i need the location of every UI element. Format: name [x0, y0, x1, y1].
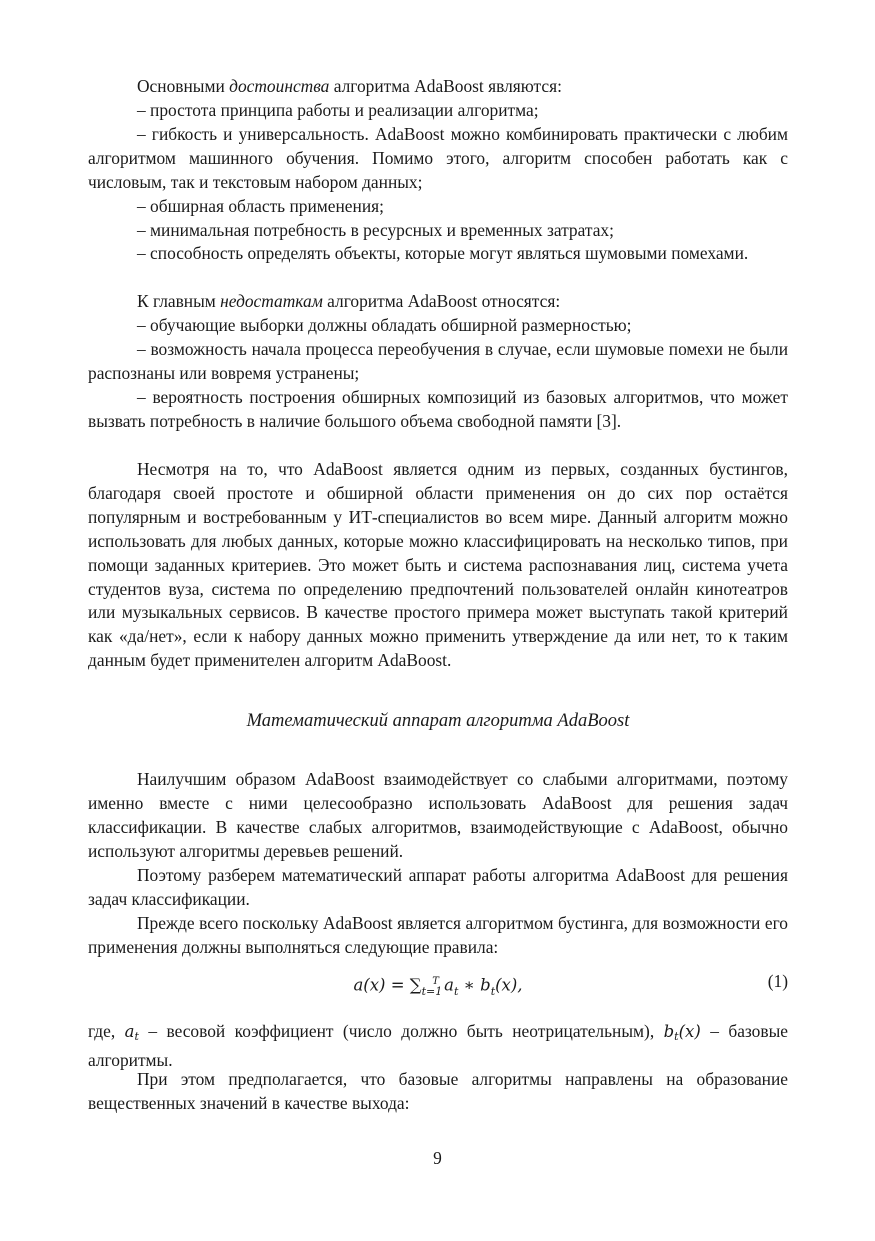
- final-paragraph: При этом предполагается, что базовые алгоритмы направлены на образование вещественных значений в качестве выхода:: [88, 1069, 788, 1113]
- where-b: [664, 1022, 701, 1041]
- advantages-intro: [88, 75, 788, 99]
- advantage-item: – минимальная потребность в ресурсных и временных затратах;: [137, 220, 614, 240]
- intro-emphasis: недостаткам: [220, 291, 323, 311]
- sum-symbol: ∑: [409, 975, 422, 995]
- sum-upper-limit: T: [432, 976, 439, 987]
- popularity-paragraph: Несмотря на то, что AdaBoost является одним из первых, созданных бустингов, благодаря своей простоте и обширной области применения он до сих пор остаётся популярным и востребованным у ИТ-специалистов во всем мире. Данный алгоритм можно использовать для любых данных, которые можно классифицировать на несколько типов, при помощи заданных критериев. Это может быть и система распознавания лиц, система учета студентов вуза, система по определению предпочтений пользователей онлайн кинотеатров или музыкальных сервисов. В качестве простого примера может выступать такой критерий как «да/нет», если к набору данных можно применить утверждение да или нет, то к таким данным будет применителен алгоритм AdaBoost.: [88, 459, 788, 671]
- intro-text: К главным: [137, 291, 221, 311]
- formula-tail: (x),: [495, 975, 523, 995]
- formula-base: b: [480, 975, 491, 995]
- advantage-item: – способность определять объекты, которые могут являться шумовыми помехами.: [137, 243, 749, 263]
- where-text: – весовой коэффициент (число должно быть неотрицательным),: [138, 1021, 664, 1041]
- intro-text: Основными: [137, 76, 230, 96]
- where-text: где,: [88, 1021, 125, 1041]
- equation-number: (1): [767, 971, 788, 991]
- where-b-sub: t: [674, 1030, 679, 1043]
- section-heading: Математический аппарат алгоритма AdaBoost: [246, 711, 630, 731]
- sum-lower-limit: t=1: [421, 984, 443, 998]
- intro-emphasis: достоинства: [229, 76, 330, 96]
- where-b-symbol: b: [663, 1022, 675, 1041]
- where-a-symbol: a: [124, 1022, 135, 1041]
- where-a: [125, 1022, 139, 1041]
- where-b-arg: (x): [678, 1022, 701, 1041]
- disadvantages-intro: [88, 290, 788, 314]
- where-a-sub: t: [134, 1030, 139, 1043]
- formula-operator: ∗: [463, 975, 475, 995]
- intro-text: алгоритма AdaBoost относятся:: [322, 291, 561, 311]
- formula-weight: a: [444, 975, 454, 995]
- math-paragraph: Прежде всего поскольку AdaBoost является алгоритмом бустинга, для возможности его применения должны выполняться следующие правила:: [88, 913, 788, 957]
- math-paragraph: Поэтому разберем математический аппарат работы алгоритма AdaBoost для решения задач классификации.: [88, 865, 788, 909]
- formula-base-sub: t: [490, 984, 496, 998]
- formula-weight-sub: t: [453, 984, 459, 998]
- intro-text: алгоритма AdaBoost являются:: [329, 76, 562, 96]
- where-line: [88, 1020, 788, 1073]
- disadvantage-item: – вероятность построения обширных композиций из базовых алгоритмов, что может вызвать потребность в наличие большого объема свободной памяти [3].: [88, 387, 788, 431]
- math-paragraph: Наилучшим образом AdaBoost взаимодействует со слабыми алгоритмами, поэтому именно вместе с ними целесообразно использовать AdaBoost для решения задач классификации. В качестве слабых алгоритмов, взаимодействующие с AdaBoost, обычно используют алгоритмы деревьев решений.: [88, 769, 788, 861]
- page-number: 9: [433, 1148, 442, 1168]
- advantage-item: – простота принципа работы и реализации алгоритма;: [137, 100, 539, 120]
- advantage-item: – обширная область применения;: [137, 196, 384, 216]
- formula-row: [88, 970, 788, 996]
- where-text: – базовые алгоритмы.: [88, 1021, 788, 1070]
- disadvantage-item: – возможность начала процесса переобучения в случае, если шумовые помехи не были распознаны или вовремя устранены;: [88, 339, 788, 383]
- advantage-item: – гибкость и универсальность. AdaBoost можно комбинировать практически с любим алгоритмом машинного обучения. Помимо этого, алгоритм способен работать как с числовым, так и текстовым набором данных;: [88, 124, 788, 192]
- disadvantage-item: – обучающие выборки должны обладать обширной размерностью;: [137, 315, 632, 335]
- formula-lhs: a(x) =: [353, 975, 405, 995]
- formula: [88, 970, 788, 1004]
